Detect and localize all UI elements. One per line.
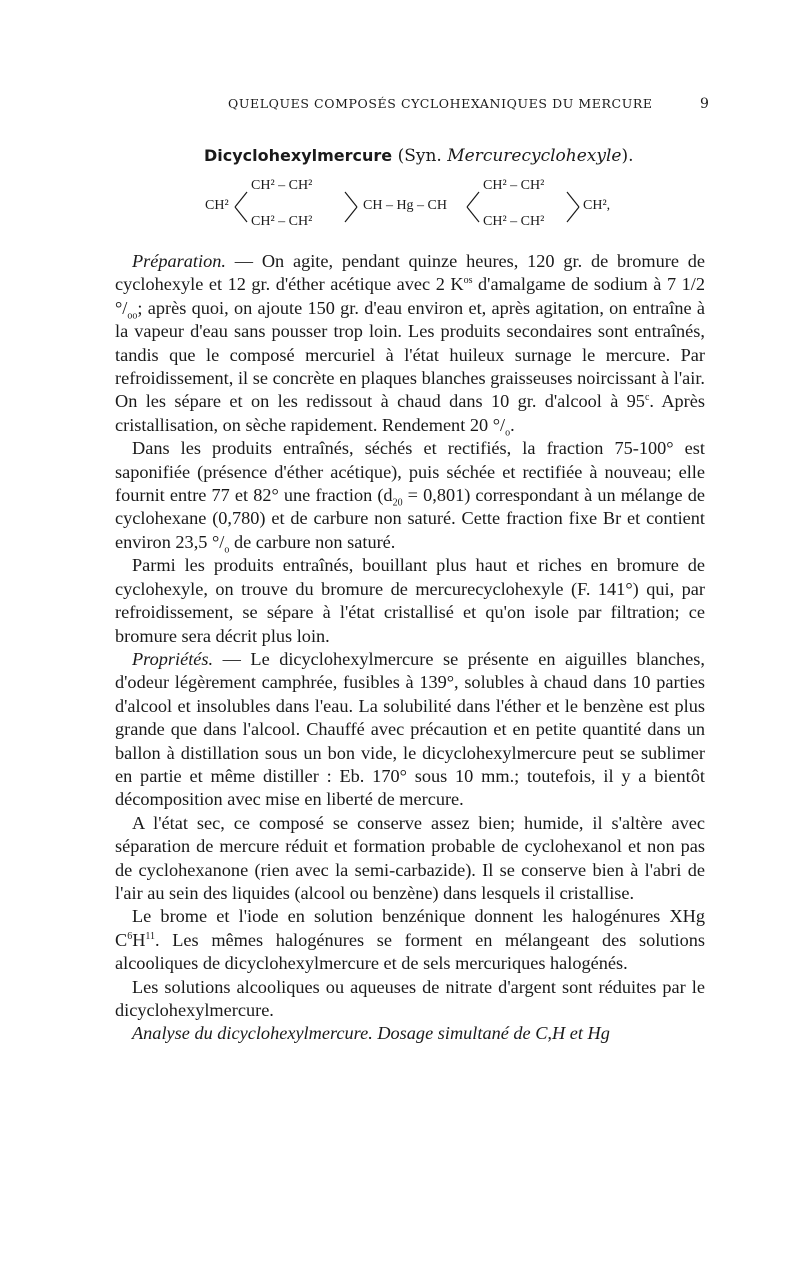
p2-text-a: Dans les produits entraînés, séchés et rectifiés, la fraction 75-100° est saponifiée (présence d'éther acétique), puis séchée et rectifiée à nouveau; elle fournit entre 77 et 82° une fraction (d (115, 438, 705, 506)
formula-center: CH – Hg – CH (363, 198, 448, 213)
formula-right-bottom: CH² – CH² (483, 214, 545, 229)
formula-left-top: CH² – CH² (251, 178, 313, 193)
paragraph-fraction (115, 437, 705, 554)
p6-text-a: Le brome et l'iode en solution benzénique donnent les halogénures XHg C (115, 906, 705, 950)
label-proprietes: Propriétés. (132, 648, 214, 669)
p1-text-b: d'amalgame de sodium à 7 1/2 °/ (115, 274, 705, 318)
p1-text-d: . Après cristallisation, on sèche rapidement. Rendement 20 °/ (115, 391, 705, 435)
p6-h: H (132, 929, 146, 950)
synonym-suffix: ). (621, 146, 634, 166)
structural-formula (205, 176, 635, 238)
p2-sub: 20 (392, 497, 403, 509)
paragraph-etat-sec: A l'état sec, ce composé se conserve assez bien; humide, il s'altère avec séparation de mercure réduit et formation probable de cyclohexanol et non pas de cyclohexanone (rien avec la semi-carbazide). Il se conserve bien à l'abri de l'air au sein des liquides (alcool ou benzène) dans lesquels il cristallise. (115, 812, 705, 903)
formula-right-top: CH² – CH² (483, 178, 545, 193)
paragraph-nitrate: Les solutions alcooliques ou aqueuses de nitrate d'argent sont réduites par le dicyclohexylmercure. (115, 976, 705, 1020)
p1-sup-c: c (644, 392, 650, 404)
p1-sup: os (463, 275, 473, 287)
analyse-heading: Analyse du dicyclohexylmercure. Dosage simultané de C,H et Hg (132, 1023, 610, 1044)
running-head: QUELQUES COMPOSÉS CYCLOHEXANIQUES DU MERCURE (228, 96, 653, 111)
formula-left-ch2: CH² (205, 198, 229, 213)
p1-text: — On agite, pendant quinze heures, 120 gr. de bromure de cyclohexyle et 12 gr. d'éther acétique avec 2 K (115, 251, 705, 295)
paragraph-preparation (115, 250, 705, 437)
synonym: Mercurecyclohexyle (447, 146, 622, 166)
p1-end: . (510, 414, 515, 435)
p2-text-b: = 0,801) correspondant à un mélange de cyclohexane (0,780) et de carbure non saturé. Cette fraction fixe Br et contient environ 23,5 °/ (115, 485, 705, 552)
body-text (115, 250, 705, 1046)
p2-text-c: de carbure non saturé. (229, 531, 396, 552)
p2-sub-o: o (224, 544, 230, 556)
paragraph-halogenures (115, 905, 705, 975)
compound-name: Dicyclohexylmercure (204, 146, 393, 165)
p1-sub: oo (127, 310, 138, 322)
synonym-prefix: (Syn. (397, 146, 442, 166)
paragraph-bromure: Parmi les produits entraînés, bouillant plus haut et riches en bromure de cyclohexyle, on trouve du bromure de mercurecyclohexyle (F. 141°) qui, par refroidissement, se sépare à l'état cristallisé et qu'on isole par filtration; ce bromure sera décrit plus loin. (115, 555, 705, 646)
p6-text-b: . Les mêmes halogénures se forment en mélangeant des solutions alcooliques de dicyclohexylmercure et de sels mercuriques halogénés. (115, 929, 705, 974)
p6-sup-6: 6 (127, 930, 133, 942)
p1-text-c: ; après quoi, on ajoute 150 gr. d'eau environ et, après agitation, on entraîne à la vapeur d'eau sans pousser trop loin. Les produits secondaires sont entraînés, tandis que le composé mercuriel à l'état huileux surnage le mercure. Par refroidissement, il se concrète en plaques blanches graisseuses noircissant à l'air. On les sépare et on les redissout à chaud dans 10 gr. d'alcool à 95 (115, 297, 705, 412)
formula-left-bottom: CH² – CH² (251, 214, 313, 229)
p6-sup-11: 11 (145, 930, 156, 942)
paragraph-proprietes (115, 648, 705, 812)
formula-right-ch2: CH², (583, 198, 611, 213)
paragraph-analyse (115, 1022, 705, 1045)
p1-sub-o: o (505, 427, 511, 439)
section-title (204, 146, 634, 166)
page-number: 9 (700, 96, 709, 112)
p4-text: — Le dicyclohexylmercure se présente en aiguilles blanches, d'odeur légèrement camphrée, fusibles à 139°, solubles à chaud dans 10 parties d'alcool et insolubles dans l'eau. La solubilité dans l'éther et le benzène est plus grande que dans l'alcool. Chauffé avec précaution et en petite quantité dans un ballon à distillation sous un bon vide, le dicyclohexylmercure peut se sublimer en partie et même distiller : Eb. 170° sous 10 mm.; toutefois, il y a bientôt décomposition avec mise en liberté de mercure. (115, 648, 705, 810)
label-preparation: Préparation. (132, 251, 226, 271)
